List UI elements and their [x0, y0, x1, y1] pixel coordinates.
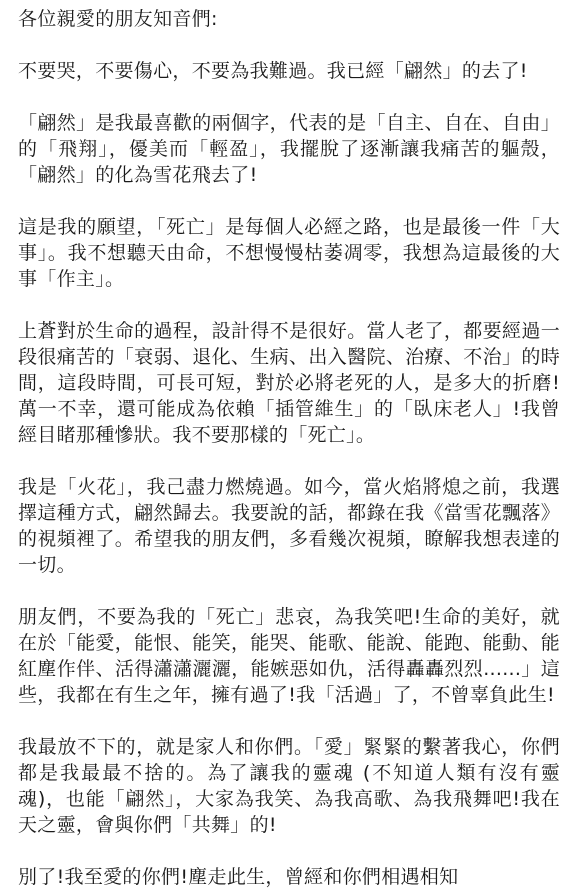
letter-paragraph-6: 朋友們，不要為我的「死亡」悲哀，為我笑吧!生命的美好，就在於「能愛，能恨、能笑，能哭、能歌、能說、能跑、能動、能紅塵作伴、活得瀟瀟灑灑，能嫉惡如仇，活得轟轟烈烈......」這些，我都在有生之年，擁有過了!我「活過」了，不曾辜負此生! [18, 606, 560, 706]
letter-paragraph-7: 我最放不下的，就是家人和你們。「愛」緊緊的繫著我心，你們都是我最最不捨的。為了讓我的靈魂 (不知道人類有沒有靈魂)，也能「翩然」，大家為我笑、為我高歌、為我飛舞吧!我在天之靈，會與你們「共舞」的! [18, 736, 560, 836]
letter-paragraph-1: 不要哭，不要傷心，不要為我難過。我已經「翩然」的去了! [18, 60, 528, 82]
letter-paragraph-3: 這是我的願望，「死亡」是每個人必經之路，也是最後一件「大事」。我不想聽天由命，不想慢慢枯萎凋零，我想為這最後的大事「作主」。 [18, 216, 560, 290]
letter-paragraph-2: 「翩然」是我最喜歡的兩個字，代表的是「自主、自在、自由」的「飛翔」，優美而「輕盈」，我擺脫了逐漸讓我痛苦的軀殼，「翩然」的化為雪花飛去了! [18, 112, 560, 186]
letter-paragraph-5: 我是「火花」，我己盡力燃燒過。如今，當火焰將熄之前，我選擇這種方式，翩然歸去。我要說的話，都錄在我《當雪花飄落》的視頻裡了。希望我的朋友們，多看幾次視頻，瞭解我想表達的一切。 [18, 476, 560, 576]
letter-paragraph-8: 別了!我至愛的你們!塵走此生，曾經和你們相遇相知 [18, 866, 459, 888]
letter-paragraph-4: 上蒼對於生命的過程，設計得不是很好。當人老了，都要經過一段很痛苦的「衰弱、退化、生病、出入醫院、治療、不治」的時間，這段時間，可長可短，對於必將老死的人，是多大的折磨!萬一不幸，還可能成為依賴「插管維生」的「臥床老人」!我曾經目睹那種慘狀。我不要那樣的「死亡」。 [18, 320, 560, 446]
letter-greeting: 各位親愛的朋友知音們: [18, 8, 218, 30]
